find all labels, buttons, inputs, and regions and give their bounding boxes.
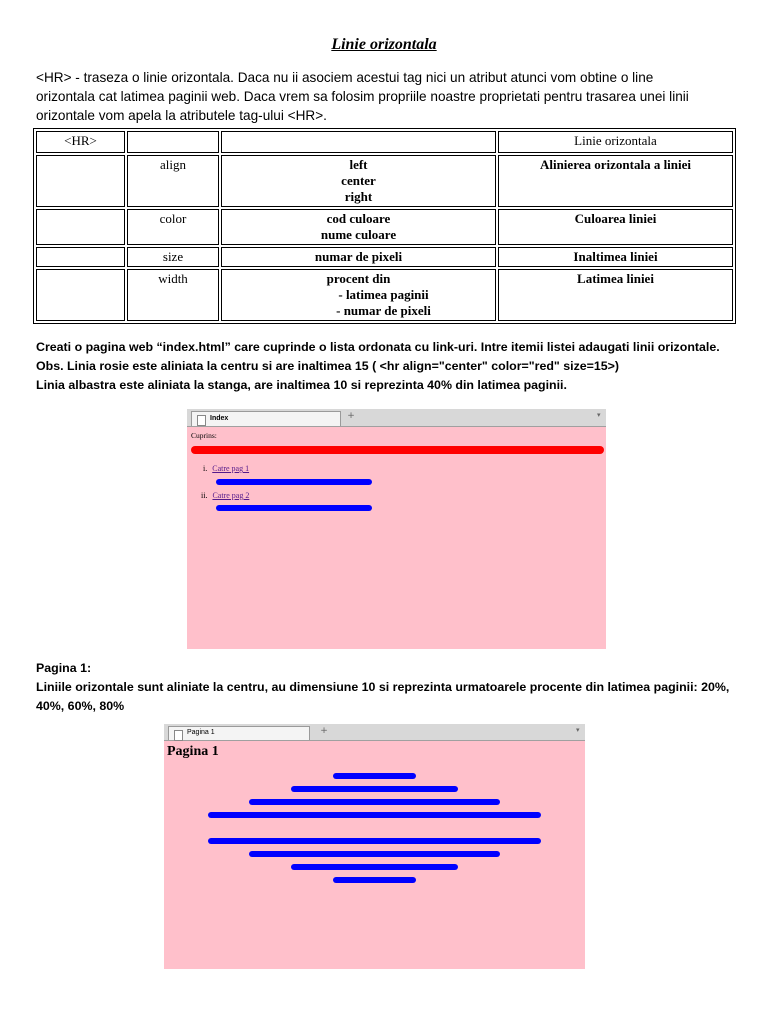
intro-paragraph — [36, 68, 736, 125]
table-cell-attr: color — [127, 209, 219, 245]
intro-line: orizontala cat latimea paginii web. Daca vrem sa folosim propriile noastre proprietati pentru trasarea unei linii — [36, 89, 689, 104]
value-text: center — [341, 173, 376, 188]
blue-horizontal-line — [249, 851, 499, 857]
table-row — [36, 155, 733, 207]
value-text: left — [349, 157, 368, 172]
hr-attributes-table — [33, 128, 736, 324]
value-text: cod culoare — [326, 211, 391, 226]
value-text: nume culoare — [320, 227, 397, 242]
new-tab-icon[interactable]: + — [347, 411, 355, 421]
red-horizontal-line — [191, 446, 604, 454]
table-cell — [36, 155, 125, 207]
link-catre-pag-2[interactable]: Catre pag 2 — [212, 491, 250, 500]
tab-title: Pagina 1 — [187, 729, 215, 736]
new-tab-icon[interactable]: + — [320, 726, 328, 736]
blue-horizontal-line — [249, 799, 499, 805]
list-number: i. — [203, 464, 208, 473]
table-cell-attr: size — [127, 247, 219, 267]
blue-horizontal-line — [333, 773, 416, 779]
task-line: Creati o pagina web “index.html” care cuprinde o lista ordonata cu link-uri. Intre itemii listei adaugati linii orizontale. — [36, 340, 720, 354]
table-row — [36, 269, 733, 321]
page1-line: Pagina 1: — [36, 661, 92, 675]
value-text: - latimea paginii — [338, 287, 429, 302]
document-title: Linie orizontala — [331, 36, 437, 53]
value-text: procent din — [326, 271, 391, 286]
browser-tab[interactable] — [191, 411, 341, 426]
table-cell — [36, 209, 125, 245]
table-cell-desc: Latimea liniei — [498, 269, 733, 321]
page1-line: 40%, 60%, 80% — [36, 699, 125, 713]
browser-screenshot-index — [187, 409, 606, 649]
tab-title: Index — [210, 415, 229, 422]
blue-horizontal-line — [216, 505, 372, 511]
page1-paragraph — [36, 659, 736, 716]
table-cell-desc: Culoarea liniei — [498, 209, 733, 245]
table-cell: <HR> — [36, 131, 125, 153]
blue-horizontal-line — [291, 786, 458, 792]
table-cell — [221, 131, 496, 153]
value-text: - numar de pixeli — [336, 303, 431, 318]
intro-line: <HR> - traseza o linie orizontala. Daca nu ii asociem acestui tag nici un atribut atunci vom obtine o line — [36, 70, 654, 85]
table-cell-values — [221, 247, 496, 267]
table-row — [36, 247, 733, 267]
table-cell-attr: align — [127, 155, 219, 207]
browser-screenshot-pagina-1 — [164, 724, 585, 969]
task-line: Obs. Linia rosie este aliniata la centru si are inaltimea 15 ( <hr align="center" color="red" size=15>) — [36, 359, 620, 373]
table-row — [36, 209, 733, 245]
table-cell-desc: Inaltimea liniei — [498, 247, 733, 267]
table-cell: Linie orizontala — [498, 131, 733, 153]
task-paragraph — [36, 338, 736, 395]
blue-horizontal-line — [333, 877, 416, 883]
blue-horizontal-line — [208, 838, 542, 844]
tab-scroll-icon[interactable]: ▾ — [597, 411, 601, 419]
blue-horizontal-line — [291, 864, 458, 870]
table-header-row — [36, 131, 733, 153]
table-cell-desc: Alinierea orizontala a liniei — [498, 155, 733, 207]
list-number: ii. — [201, 491, 208, 500]
browser-tab[interactable] — [168, 726, 310, 740]
table-cell-values — [221, 209, 496, 245]
value-text: numar de pixeli — [314, 249, 403, 264]
tab-bar — [164, 724, 585, 741]
table-cell-values — [221, 155, 496, 207]
page1-line: Liniile orizontale sunt aliniate la centru, au dimensiune 10 si reprezinta urmatoarele procente din latimea paginii: 20%, — [36, 680, 730, 694]
blue-horizontal-line — [208, 812, 542, 818]
table-cell — [36, 247, 125, 267]
table-cell — [36, 269, 125, 321]
link-catre-pag-1[interactable]: Catre pag 1 — [212, 464, 250, 473]
table-cell-values — [221, 269, 496, 321]
tab-bar — [187, 409, 606, 427]
content-label: Cuprins: — [191, 431, 217, 440]
value-text: right — [344, 189, 373, 204]
tab-scroll-icon[interactable]: ▾ — [576, 726, 580, 734]
page-heading: Pagina 1 — [167, 744, 219, 759]
intro-line: orizontale vom apela la atributele tag-ului <HR>. — [36, 108, 327, 123]
blue-horizontal-line — [216, 479, 372, 485]
page-icon — [174, 730, 183, 741]
list-item — [203, 464, 249, 473]
task-line: Linia albastra este aliniata la stanga, are inaltimea 10 si reprezinta 40% din latimea paginii. — [36, 378, 567, 392]
table-cell — [127, 131, 219, 153]
page-icon — [197, 415, 206, 426]
table-cell-attr: width — [127, 269, 219, 321]
list-item — [201, 491, 249, 500]
